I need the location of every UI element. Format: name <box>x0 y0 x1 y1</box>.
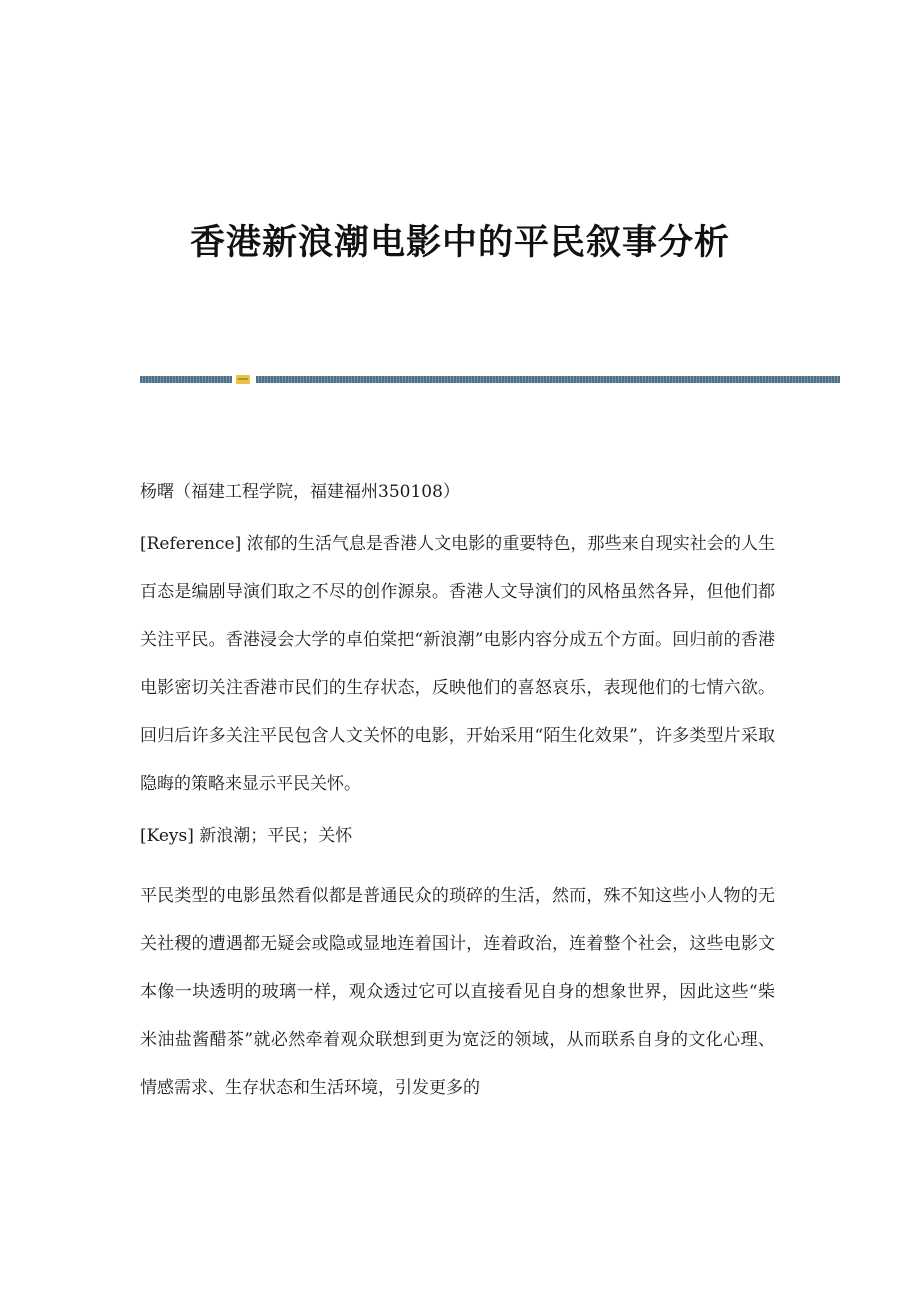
divider-right-segment <box>256 376 840 383</box>
abstract-paragraph: [Reference] 浓郁的生活气息是香港人文电影的重要特色，那些来自现实社会的人生百态是编剧导演们取之不尽的创作源泉。香港人文导演们的风格虽然各异，但他们都关注平民。香港浸会大学的卓伯棠把“新浪潮”电影内容分成五个方面。回归前的香港电影密切关注香港市民们的生存状态，反映他们的喜怒哀乐，表现他们的七情六欲。回归后许多关注平民包含人文关怀的电影，开始采用“陌生化效果”，许多类型片采取隐晦的策略来显示平民关怀。 <box>140 534 775 794</box>
body-paragraph: 平民类型的电影虽然看似都是普通民众的琐碎的生活，然而，殊不知这些小人物的无关社稷的遭遇都无疑会或隐或显地连着国计，连着政治，连着整个社会，这些电影文本像一块透明的玻璃一样，观众透过它可以直接看见自身的想象世界，因此这些“柴米油盐酱醋茶”就必然牵着观众联想到更为宽泛的领域，从而联系自身的文化心理、情感需求、生存状态和生活环境，引发更多的 <box>140 886 775 1098</box>
keywords-line: [Keys] 新浪潮；平民；关怀 <box>140 826 353 846</box>
author-affiliation: 杨曙（福建工程学院，福建福州350108） <box>140 482 460 502</box>
document-body <box>140 468 775 1112</box>
divider-ornament-icon <box>236 375 250 384</box>
title-divider <box>140 375 840 384</box>
document-title: 香港新浪潮电影中的平民叙事分析 <box>189 222 730 263</box>
divider-left-segment <box>140 376 232 383</box>
